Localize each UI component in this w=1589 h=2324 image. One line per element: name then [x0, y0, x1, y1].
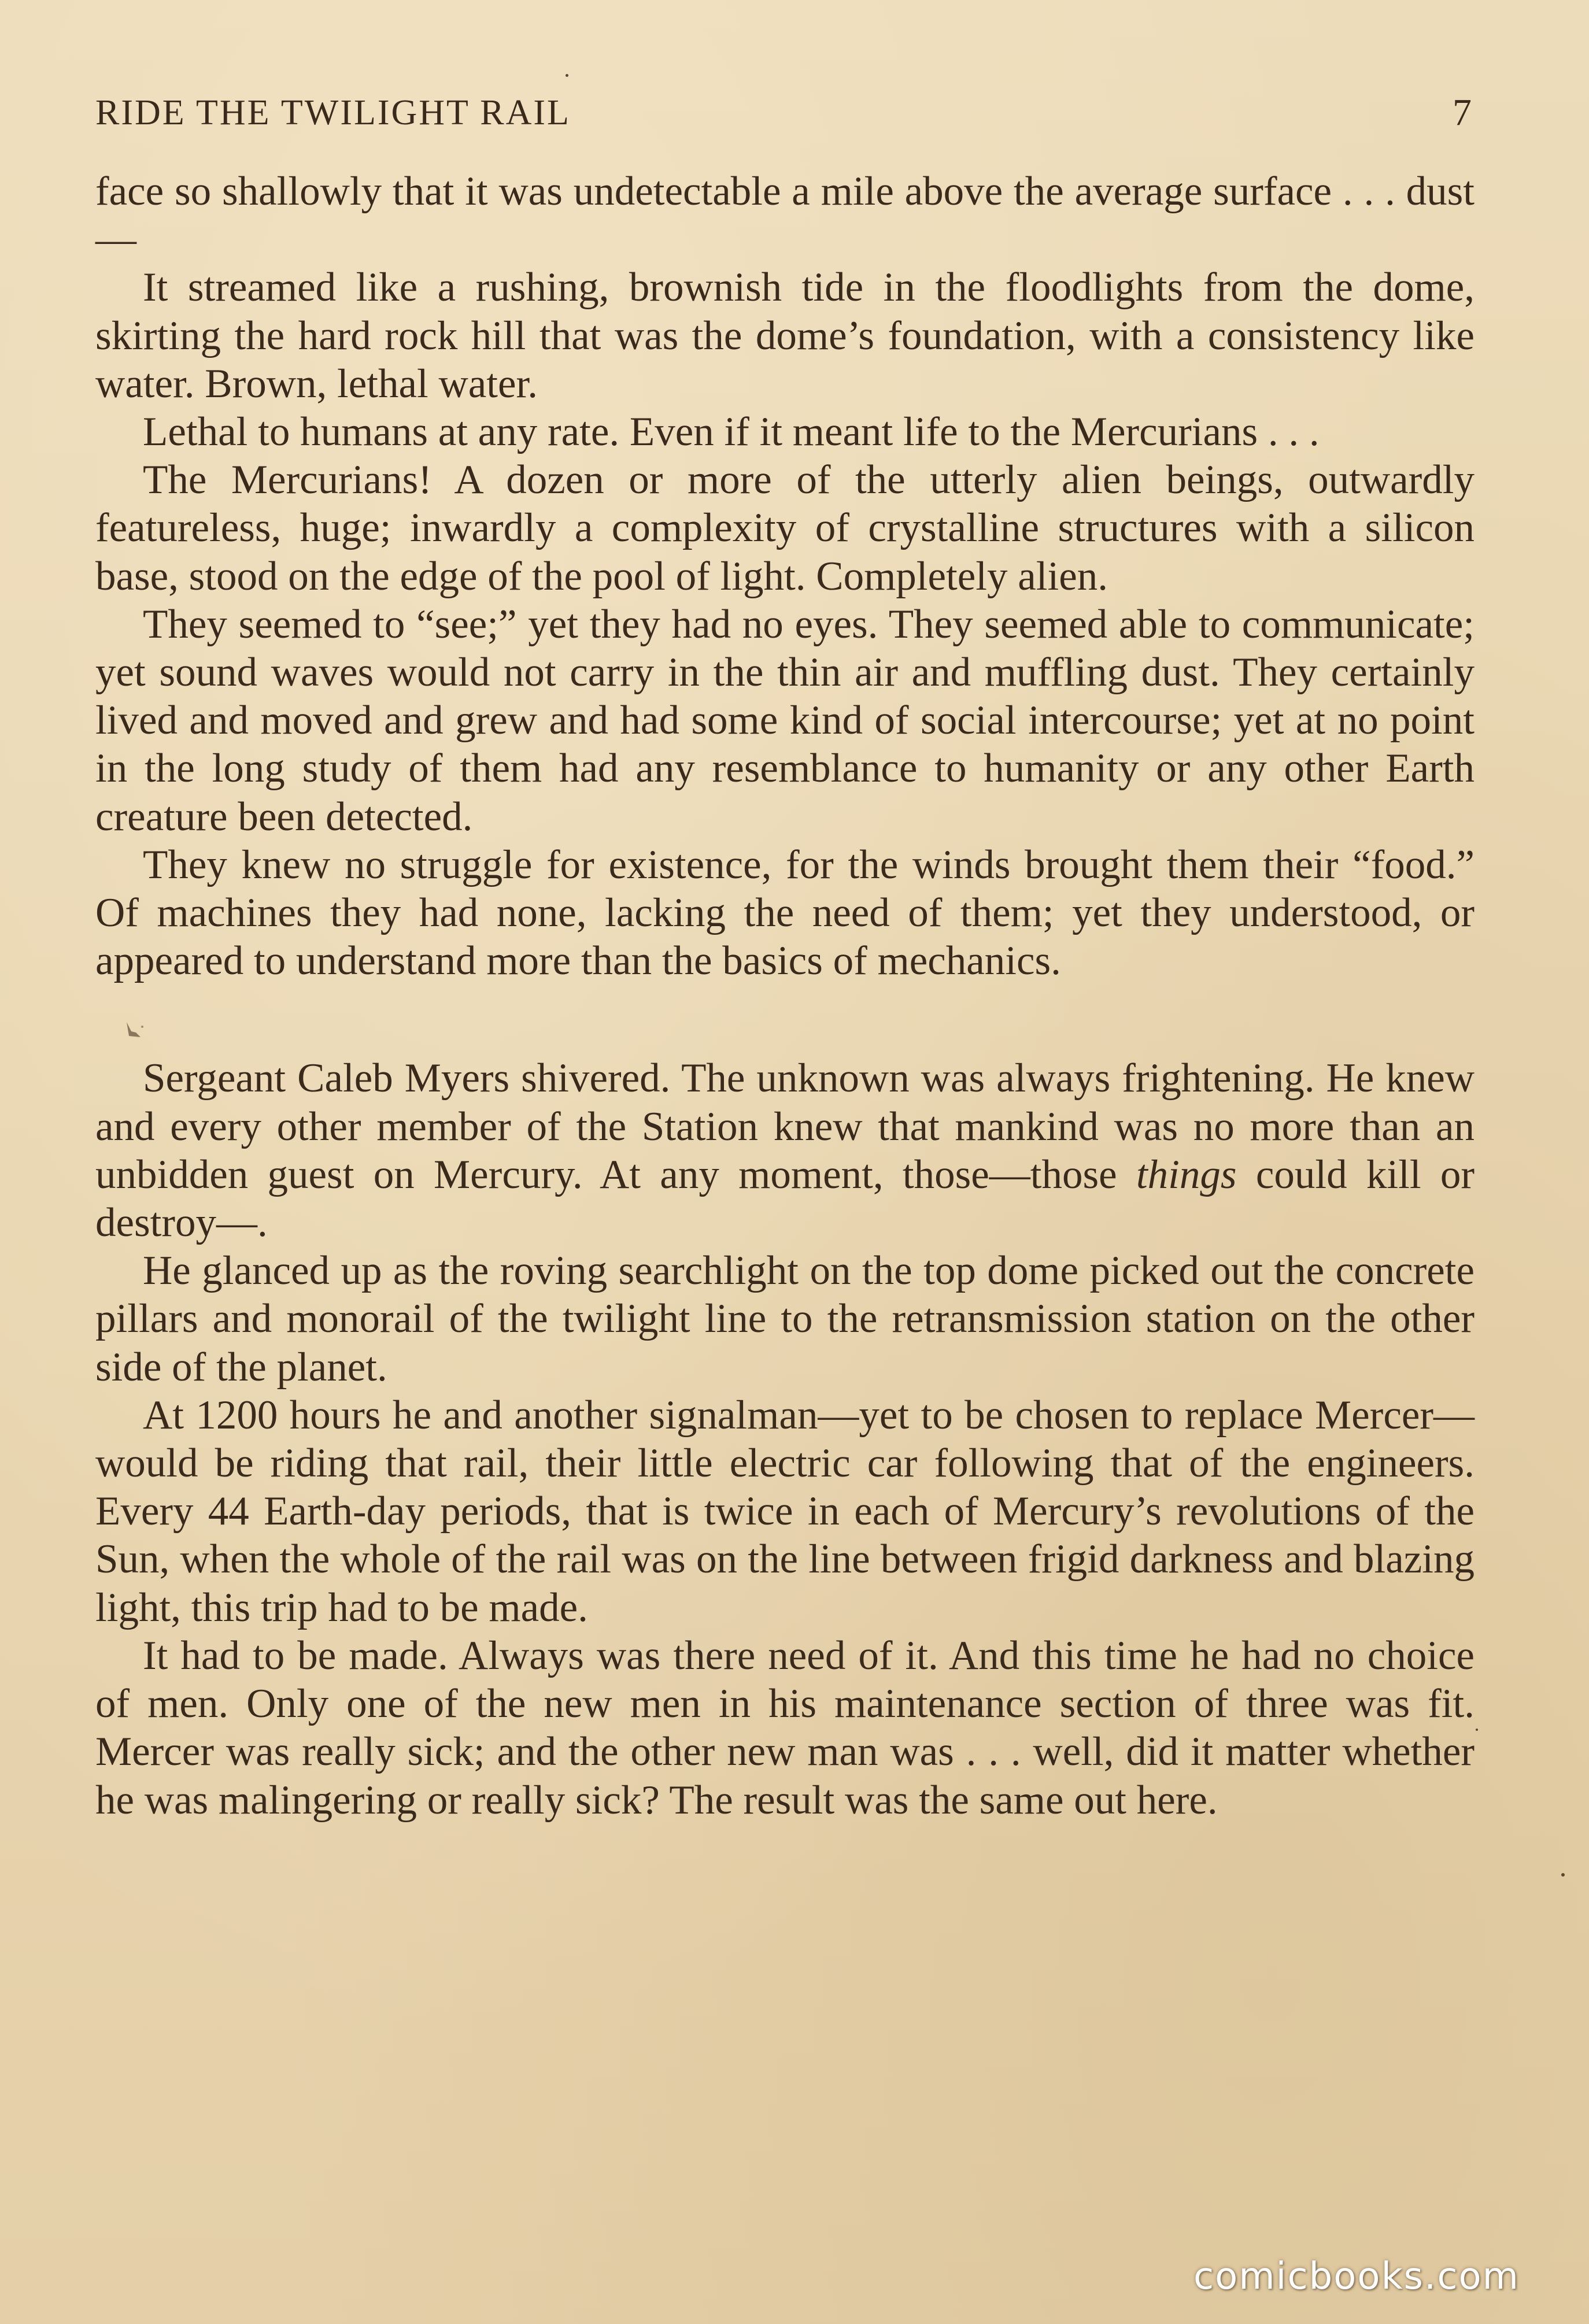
paragraph-text: Sergeant Caleb Myers shivered. The unknown was always frightening. He knew and every other member of the Station knew that mankind was no more than an unbidden guest on Mercury. At any moment, those—those — [95, 1056, 1475, 1197]
section-break — [95, 985, 1475, 1054]
paragraph: The Mercurians! A dozen or more of the utterly alien beings, outwardly featureless, huge; inwardly a complexity of crystalline structures with a silicon base, stood on the edge of the pool of light. Completely alien. — [95, 457, 1475, 599]
page-number: 7 — [1453, 91, 1472, 134]
paper-speck — [1561, 1873, 1565, 1877]
paragraph: It streamed like a rushing, brownish tide in the floodlights from the dome, skirting the hard rock hill that was the dome’s foundation, with a consistency like water. Brown, lethal water. — [95, 265, 1475, 406]
paper-speck — [566, 74, 568, 77]
printer-ornament-icon — [123, 1019, 146, 1042]
paragraph: Lethal to humans at any rate. Even if it meant life to the Mercurians . . . — [143, 409, 1320, 455]
running-title: RIDE THE TWILIGHT RAIL — [95, 93, 571, 132]
paragraph: At 1200 hours he and another signalman—yet to be chosen to replace Mercer—would be riding that rail, their little electric car following that of the engineers. Every 44 Earth-day periods, that is twice in each of Mercury’s revolutions of the Sun, when the whole of the rail was on the line between frigid darkness and blazing light, this trip had to be made. — [95, 1392, 1475, 1630]
paragraph: He glanced up as the roving searchlight on the top dome picked out the concrete pillars and monorail of the twilight line to the retransmission station on the other side of the planet. — [95, 1248, 1475, 1390]
paragraph: face so shallowly that it was undetectable a mile above the average surface . . . dust— — [95, 169, 1475, 262]
paragraph — [95, 1054, 1475, 1247]
paragraph: They seemed to “see;” yet they had no eyes. They seemed able to communicate; yet sound waves would not carry in the thin air and muffling dust. They certainly lived and moved and grew and had some kind of social intercourse; yet at no point in the long study of them had any resemblance to humanity or any other Earth creature been detected. — [95, 601, 1475, 839]
paragraph: It had to be made. Always was there need of it. And this time he had no choice of men. Only one of the new men in his maintenance section of three was fit. Mercer was really sick; and the other new man was . . . well, did it matter whether he was malingering or really sick? The result was the same out here. — [95, 1633, 1475, 1823]
paragraph: They knew no struggle for existence, for the winds brought them their “food.” Of machines they had none, lacking the need of them; yet they understood, or appeared to understand more than the basics of mechanics. — [95, 842, 1475, 984]
emphasis-text: things — [1136, 1152, 1237, 1197]
watermark: comicbooks.com — [1193, 2255, 1520, 2298]
body-text — [95, 168, 1475, 1825]
paper-speck — [1476, 1729, 1478, 1731]
paragraph-text: could kill or destroy—. — [95, 1152, 1475, 1246]
running-head — [95, 87, 1472, 139]
